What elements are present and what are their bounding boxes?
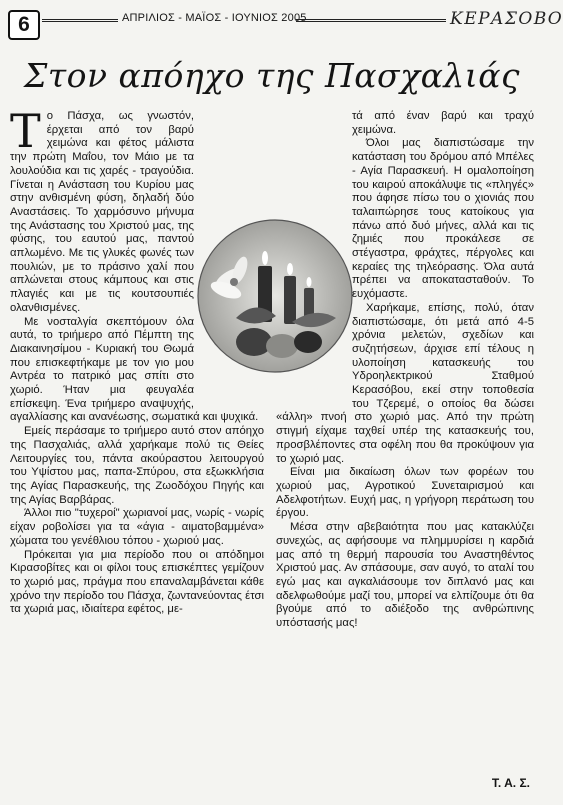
author-signature: Τ. Α. Σ. xyxy=(491,776,530,790)
paragraph: Όλοι μας διαπιστώσαμε την κατάσταση του δρόμου από Μπέλες - Αγία Παρασκευή. Η ομαλοποίηση του καιρού αποκάλυψε τις «πληγές» που άφησε πίσω του ο χιονιάς που ταλαιπώρησε τους κατοίκους για πάνω από δυό μήνες, αλλά και τις ζημιές που προκάλεσε σε στέγαστρα, φράχτες, πέργολες και κεραίες της τηλεόρασης. Όλα αυτά πρέπει να αποκατασταθούν. Το ευχόμαστε. xyxy=(352,137,534,301)
header-rule-left xyxy=(42,19,118,22)
issue-date: ΑΠΡΙΛΙΟΣ - ΜΑΪΟΣ - ΙΟΥΝΙΟΣ 2005 xyxy=(122,12,307,24)
paragraph: Με νοσταλγία σκεπτόμουν όλα αυτά, το τριήμερο από Πέμπτη της Διακαινησίμου - Κυριακή του Θωμά που επισκεφτήκαμε με τον γιο μου Αντρέα το πατρικό μας σπίτι στο χωριό. Ήταν μια φευγαλέα επίσκεψη. Ένα τριήμερο αναψυχής, αγαλλίασης και ανανέωσης, σωματικά και ψυχικά. xyxy=(10,315,259,424)
publication-name: ΚΕΡΑΣΟΒΟ xyxy=(450,9,563,29)
paragraph: Πρόκειται για μια περίοδο που οι απόδημοι Κιρασοβίτες και οι φίλοι τους επισκέπτες γεμίζουν το χωριό μας, πράγμα που επαναλαμβάνεται κάθε χρόνο την περίοδο του Πάσχα, ζωντανεύοντας έτσι τα χωριά μας, ιδιαίτερα εφέτος, με- xyxy=(10,548,264,616)
paragraph: Μέσα στην αβεβαιότητα που μας κατακλύζει συνεχώς, ας αφήσουμε να πλημμυρίσει η καρδιά μας από τη θερμή παρουσία του Αναστηθέντος Χριστού μας. Αν σπάσουμε, σαν αυγό, το αταλί του εγώ μας και αγκαλιάσουμε τον διπλανό μας και αδελφωθούμε μαζί του, μπορεί να ελπίζουμε ότι θα βγούμε από το αδιέξοδο της ανθρώπινης υπόστασής μας! xyxy=(276,521,534,630)
header-rule-right xyxy=(296,19,446,22)
article-title: Στον απόηχο της Πασχαλιάς xyxy=(24,56,520,95)
paragraph: Εμείς περάσαμε το τριήμερο αυτό στον απόηχο της Πασχαλιάς, αλλά χαρήκαμε πολύ τις Θείες Λειτουργίες του, πάντα ακούραστου λειτουργού του Υψίστου μας, παπα-Σπύρου, στα εξωκκλήσια της Αγίας Παρασκευής, της Ζωοδόχου Πηγής και της Αγίας Βαρβάρας. xyxy=(10,425,264,506)
paragraph-text: ο Πάσχα, ως γνωστόν, έρχεται από τον βαρύ χειμώνα και φέτος μάλιστα την πρώτη Μαΐου, τον Μάιο με τα λουλούδια και τις χαρές - τραγούδια. Γίνεται η Ανάσταση του Κυρίου μας στην ανθισμένη φύση, δηλαδή δύο Αναστάσεις. Το χαρμόσυνο μήνυμα της Ανάστασης του Χριστού μας, της φύσης, του εαυτού μας, παντού απλωμένο. Με τις γλυκές φωνές των πουλιών, με το πράσινο χαλί που απλώνεται στους κάμπους και στις πλαγιές και με τις κουτσουπιές ολανθισμένες. xyxy=(10,110,194,314)
paragraph: Χαρήκαμε, επίσης, πολύ, όταν διαπιστώσαμε, ότι μετά από 4-5 χρόνια μελετών, σχεδίων και συζητήσεων, άρχισε επί τέλους η υλοποίηση κατασκευής του Υδροηλεκτρικού Σταθμού Κερασόβου, εκεί στην τοποθεσία του Τζερεμέ, ο οποίος θα δώσει «άλλη» πνοή στο χωριό μας. Από την πρώτη στιγμή είχαμε ταχθεί υπέρ της κατασκευής του, προσβλέποντες στα οφέλη που θα προκύψουν για το χωριό μας. xyxy=(276,301,534,465)
paragraph: Είναι μια δικαίωση όλων των φορέων του χωριού μας, Αγροτικού Συνεταιρισμού και Αδελφοτήτων. Ευχή μας, η γρήγορη περάτωση του έργου. xyxy=(276,466,534,520)
page-number: 6 xyxy=(8,10,40,40)
drop-cap: Τ xyxy=(10,104,41,158)
easter-illustration xyxy=(196,218,354,374)
paragraph: τά από έναν βαρύ και τραχύ χειμώνα. xyxy=(352,110,534,136)
paragraph: Άλλοι πιο "τυχεροί" χωριανοί μας, νωρίς - νωρίς είχαν ροβολίσει για τα «άγια - αιματοβαμμένα» χώματα του γενέθλιου τόπου - χωριού μας. xyxy=(10,507,264,547)
